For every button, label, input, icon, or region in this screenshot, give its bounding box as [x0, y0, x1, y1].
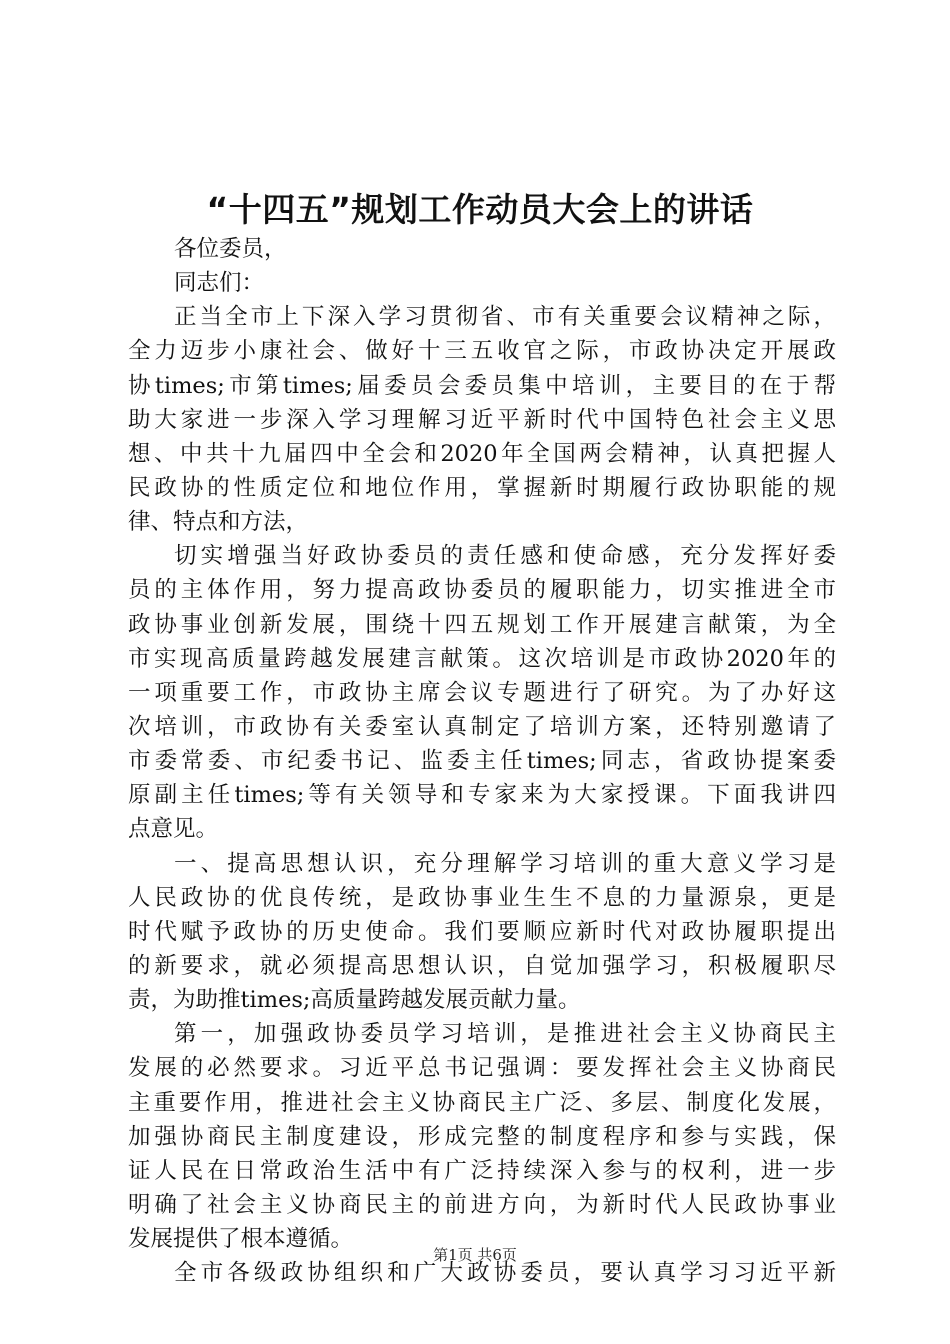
text-line: 一项重要工作，市政协主席会议专题进行了研究。为了办好这 [128, 679, 836, 706]
text-line: 市委常委、市纪委书记、监委主任times;同志，省政协提案委 [128, 748, 836, 775]
text-line: 民政协的性质定位和地位作用，掌握新时期履行政协职能的规 [128, 474, 836, 501]
text-line: 想、中共十九届四中全会和2020年全国两会精神，认真把握人 [128, 440, 836, 467]
text-line: 协times;市第times;届委员会委员集中培训，主要目的在于帮 [128, 372, 836, 399]
text-line: 加强协商民主制度建设，形成完整的制度程序和参与实践，保 [128, 1123, 836, 1150]
text-line: 证人民在日常政治生活中有广泛持续深入参与的权利，进一步 [128, 1157, 836, 1184]
text-line: 点意见。 [128, 816, 219, 843]
text-line: 全市各级政协组织和广大政协委员，要认真学习习近平新 [174, 1260, 836, 1287]
text-line: 同志们： [174, 270, 265, 297]
text-line: 发展提供了根本遵循。 [128, 1226, 354, 1253]
text-line: 一、提高思想认识，充分理解学习培训的重大意义学习是 [174, 850, 836, 877]
text-line: 员的主体作用，努力提高政协委员的履职能力，切实推进全市 [128, 577, 836, 604]
document-title: “十四五”规划工作动员大会上的讲话 [206, 190, 754, 229]
text-line: 助大家进一步深入学习理解习近平新时代中国特色社会主义思 [128, 406, 836, 433]
text-line: 正当全市上下深入学习贯彻省、市有关重要会议精神之际， [174, 304, 836, 331]
text-line: 时代赋予政协的历史使命。我们要顺应新时代对政协履职提出 [128, 918, 836, 945]
text-line: 次培训，市政协有关委室认真制定了培训方案，还特别邀请了 [128, 713, 836, 740]
text-line: 全力迈步小康社会、做好十三五收官之际，市政协决定开展政 [128, 338, 836, 365]
text-line: 市实现高质量跨越发展建言献策。这次培训是市政协2020年的 [128, 645, 836, 672]
text-line: 明确了社会主义协商民主的前进方向，为新时代人民政协事业 [128, 1191, 836, 1218]
text-line: 的新要求，就必须提高思想认识，自觉加强学习，积极履职尽 [128, 952, 836, 979]
document-body [128, 232, 836, 1290]
page-footer: 第1页 共6页 [433, 1246, 517, 1264]
text-line: 主重要作用，推进社会主义协商民主广泛、多层、制度化发展， [128, 1089, 836, 1116]
text-line: 责，为助推times;高质量跨越发展贡献力量。 [128, 987, 581, 1014]
text-line: 切实增强当好政协委员的责任感和使命感，充分发挥好委 [174, 543, 836, 570]
text-line: 律、特点和方法， [128, 509, 309, 536]
text-line: 原副主任times;等有关领导和专家来为大家授课。下面我讲四 [128, 782, 836, 809]
text-line: 各位委员， [174, 236, 287, 262]
text-line: 政协事业创新发展，围绕十四五规划工作开展建言献策，为全 [128, 611, 836, 638]
text-line: 人民政协的优良传统，是政协事业生生不息的力量源泉，更是 [128, 884, 836, 911]
text-line: 第一，加强政协委员学习培训，是推进社会主义协商民主 [174, 1021, 836, 1048]
text-line: 发展的必然要求。习近平总书记强调：要发挥社会主义协商民 [128, 1055, 836, 1082]
